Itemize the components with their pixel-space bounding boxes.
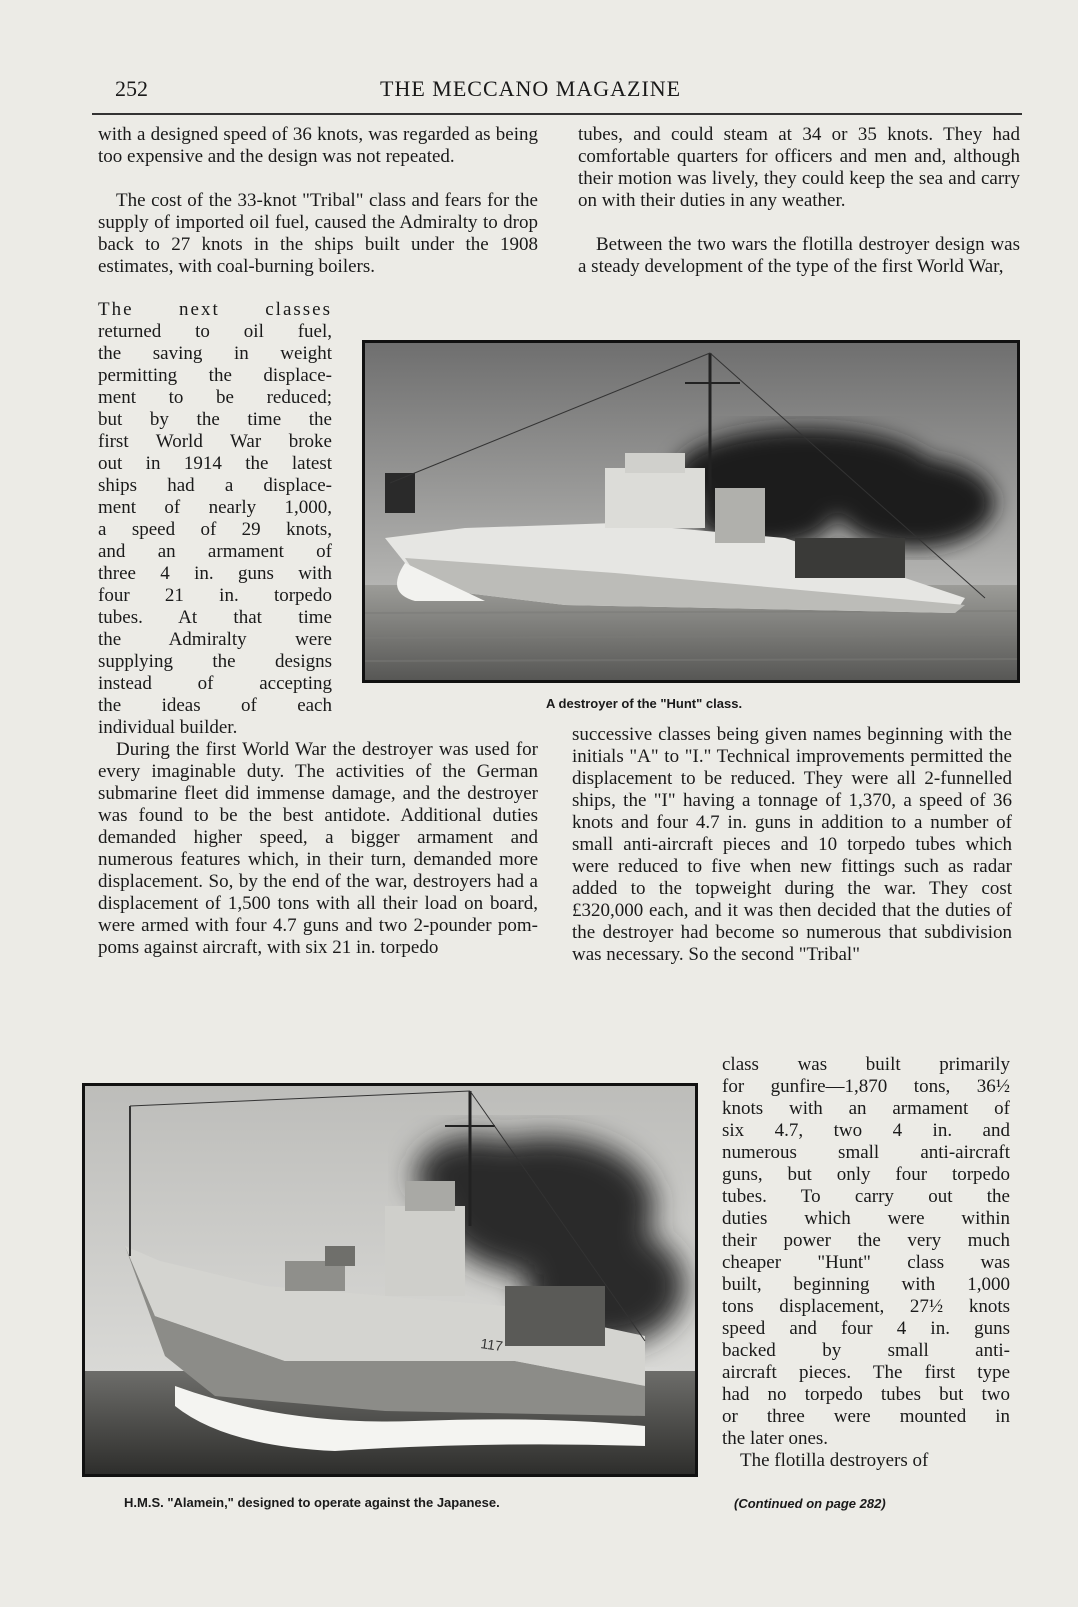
text-line: and an armament of xyxy=(98,541,332,562)
text-line: speed and four 4 in. guns xyxy=(722,1318,1010,1339)
text-line: guns, but only four torpedo xyxy=(722,1164,1010,1185)
text-line: a speed of 29 knots, xyxy=(98,519,332,540)
text-line: cheaper "Hunt" class was xyxy=(722,1252,1010,1273)
paragraph-left-1: with a designed speed of 36 knots, was regarded as being too expensive and the design was not repeated. xyxy=(98,124,538,167)
text-line: the later ones. xyxy=(722,1428,829,1449)
text-line: individual builder. xyxy=(98,717,238,738)
paragraph-left-2a: The cost of the 33-knot "Tribal" class and fears for the supply of imported oil fuel, caused the Admiralty to drop back to 27 knots in the ships built under the 1908 estimates, with coal-burning boilers. xyxy=(98,190,538,277)
text-line: instead of accepting xyxy=(98,673,332,694)
figure-caption-alamein: H.M.S. "Alamein," designed to operate against the Japanese. xyxy=(124,1495,500,1510)
paragraph-right-1: tubes, and could steam at 34 or 35 knots. They had comfortable quarters for officers and men and, although their motion was lively, they could keep the sea and carry on with their duties in any weather. xyxy=(578,124,1020,211)
hunt-destroyer-photo xyxy=(362,340,1020,683)
text-line: The flotilla destroyers of xyxy=(740,1450,929,1471)
text-line: the saving in weight xyxy=(98,343,332,364)
text-line: The next classes xyxy=(98,299,332,320)
text-line: but by the time the xyxy=(98,409,332,430)
text-line: three 4 in. guns with xyxy=(98,563,332,584)
text-line: out in 1914 the latest xyxy=(98,453,332,474)
text-line: returned to oil fuel, xyxy=(98,321,332,342)
paragraph-right-2a: Between the two wars the flotilla destroyer design was a steady development of the type of the first World War, xyxy=(578,234,1020,277)
text-line: knots with an armament of xyxy=(722,1098,1010,1119)
paragraph-left-3: During the first World War the destroyer was used for every imaginable duty. The activities of the German submarine fleet did immense damage, and the destroyer was found to be the best antidote. Additional duties demanded higher speed, a bigger armament and numerous features which, in their turn, demanded more displacement. So, by the end of the war, destroyers had a displacement of 1,500 tons with all their load on board, were armed with four 4.7 guns and two 2-pounder pom-poms against aircraft, with six 21 in. torpedo xyxy=(98,739,538,958)
text-line: four 21 in. torpedo xyxy=(98,585,332,606)
text-line: backed by small anti- xyxy=(722,1340,1010,1361)
text-line: ment to be reduced; xyxy=(98,387,332,408)
running-head: THE MECCANO MAGAZINE xyxy=(380,76,682,101)
alamein-destroyer-photo xyxy=(82,1083,698,1477)
text-line: tubes. To carry out the xyxy=(722,1186,1010,1207)
text-line: tons displacement, 27½ knots xyxy=(722,1296,1010,1317)
text-line: the Admiralty were xyxy=(98,629,332,650)
figure-caption-hunt: A destroyer of the "Hunt" class. xyxy=(546,696,743,711)
text-line: ment of nearly 1,000, xyxy=(98,497,332,518)
text-line: tubes. At that time xyxy=(98,607,332,628)
text-line: numerous small anti-aircraft xyxy=(722,1142,1010,1163)
text-line: built, beginning with 1,000 xyxy=(722,1274,1010,1295)
text-line: class was built primarily xyxy=(722,1054,1010,1075)
text-line: their power the very much xyxy=(722,1230,1010,1251)
continued-note: (Continued on page 282) xyxy=(734,1496,886,1511)
text-line: the ideas of each xyxy=(98,695,332,716)
text-line: for gunfire—1,870 tons, 36½ xyxy=(722,1076,1010,1097)
text-line: first World War broke xyxy=(98,431,332,452)
text-line: permitting the displace- xyxy=(98,365,332,386)
text-line: or three were mounted in xyxy=(722,1406,1010,1427)
text-line: six 4.7, two 4 in. and xyxy=(722,1120,1010,1141)
header-rule xyxy=(92,113,1022,115)
text-line: ships had a displace- xyxy=(98,475,332,496)
text-line: aircraft pieces. The first type xyxy=(722,1362,1010,1383)
text-line: supplying the designs xyxy=(98,651,332,672)
text-line: duties which were within xyxy=(722,1208,1010,1229)
page-number: 252 xyxy=(115,76,148,101)
hull-number: 117 xyxy=(479,1335,504,1355)
text-line: had no torpedo tubes but two xyxy=(722,1384,1010,1405)
paragraph-right-2b: successive classes being given names beginning with the initials "A" to "I." Technical improvements permitted the displacement to be reduced. They were all 2-funnelled ships, the "I" having a tonnage of 1,370, a speed of 36 knots and four 4.7 in. guns in addition to a number of small anti-aircraft pieces and 10 torpedo tubes which were reduced to five when new fittings such as radar added to the topweight during the war. They cost £320,000 each, and it was then decided that the duties of the destroyer had become so numerous that subdivision was necessary. So the second "Tribal" xyxy=(572,724,1012,965)
